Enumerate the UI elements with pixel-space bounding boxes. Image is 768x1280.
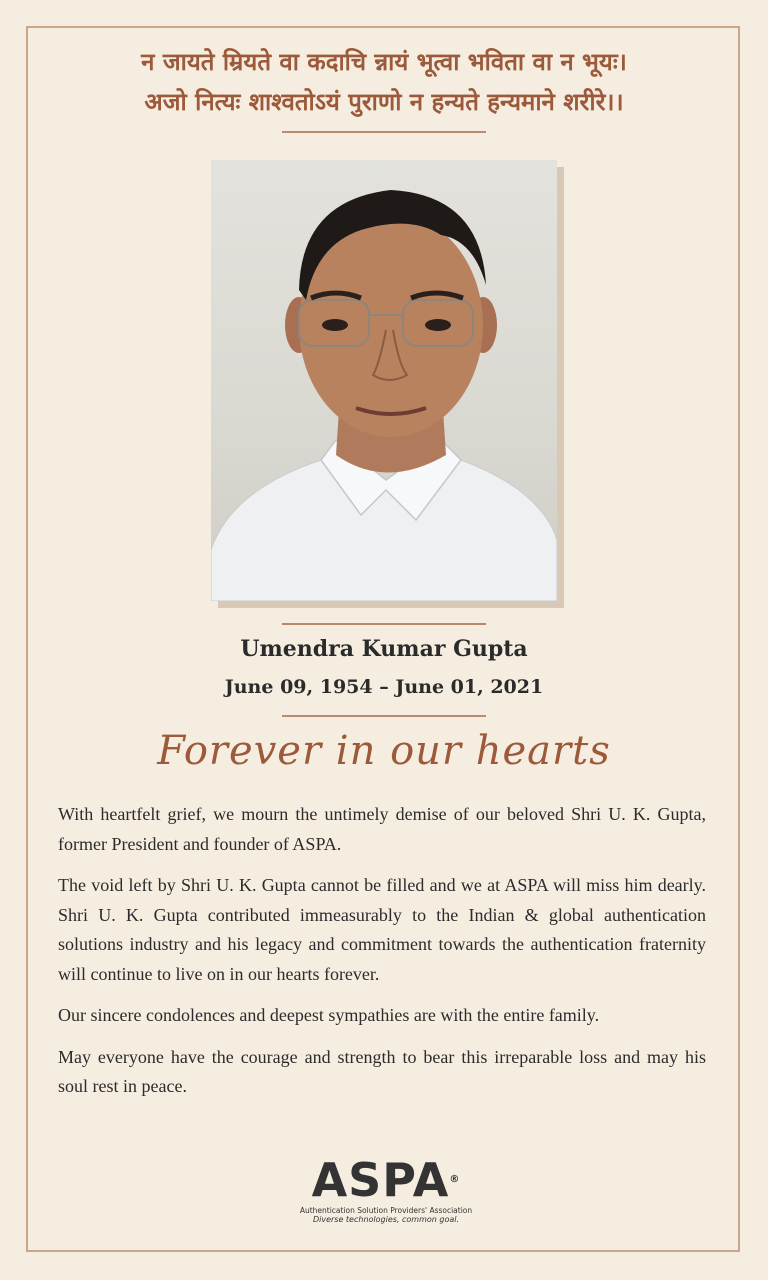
divider-under-dates (282, 715, 486, 717)
aspa-logo (288, 1153, 484, 1232)
portrait-frame (211, 160, 557, 601)
tribute-text (58, 800, 706, 1114)
life-dates: June 09, 1954 – June 01, 2021 (224, 676, 544, 698)
divider-top (282, 131, 486, 133)
verse-line-2: अजो नित्यः शाश्वतोऽयं पुराणो न हन्यते हन्यमाने शरीरे।। (144, 88, 624, 116)
paragraph-4: May everyone have the courage and strength to bear this irreparable loss and may his soul rest in peace. (58, 1046, 706, 1096)
paragraph-2: The void left by Shri U. K. Gupta cannot be filled and we at ASPA will miss him dearly. Shri U. K. Gupta contributed immeasurably to the Indian & global authentication solutions industry and his legacy and commitment towards the authentication fraternity will continue to live on in our hearts forever. (58, 875, 706, 984)
logo-wordmark-text: ASPA (311, 1153, 450, 1207)
verse-line-1: न जायते म्रियते वा कदाचि न्नायं भूत्वा भविता वा न भूयः। (141, 48, 627, 76)
divider-under-photo (282, 623, 486, 625)
paragraph-1: With heartfelt grief, we mourn the untimely demise of our beloved Shri U. K. Gupta, former President and founder of ASPA. (58, 804, 706, 854)
registered-mark: ® (449, 1174, 461, 1185)
logo-org-name: Authentication Solution Providers' Association (299, 1206, 473, 1215)
paragraph-3: Our sincere condolences and deepest sympathies are with the entire family. (58, 1005, 600, 1025)
person-name: Umendra Kumar Gupta (240, 636, 528, 662)
logo-motto: Diverse technologies, common goal. (312, 1215, 460, 1224)
tagline: Forever in our hearts (157, 728, 611, 774)
portrait-illustration (211, 160, 557, 601)
portrait-photo (211, 160, 557, 601)
logo-wordmark (288, 1153, 484, 1207)
sanskrit-verse (0, 42, 768, 122)
